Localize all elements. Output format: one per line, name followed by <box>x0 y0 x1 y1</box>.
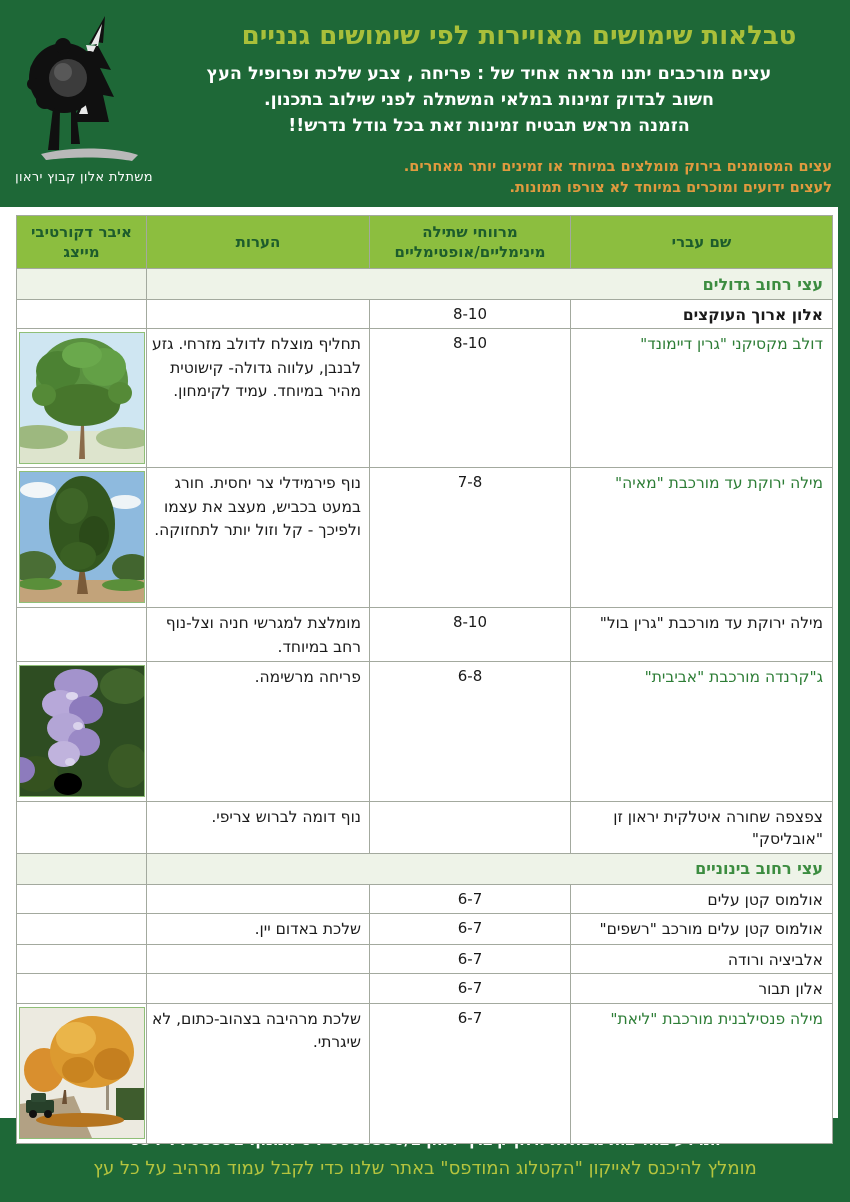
photo-cell <box>17 468 147 608</box>
notes-cell <box>147 884 370 913</box>
legend-note-2: לעצים ידועים ומוכרים במיוחד לא צורפו תמונות. <box>509 179 832 196</box>
col-header-hebrew-name: שם עברי <box>571 216 833 269</box>
page-edge-strip <box>838 0 850 1202</box>
trees-table <box>16 215 833 1144</box>
table-row <box>17 801 833 853</box>
spacing-value: 8-10 <box>370 329 571 468</box>
table-row <box>17 914 833 944</box>
col-header-notes: הערות <box>147 216 370 269</box>
footer-catalog-hint: מומלץ להיכנס לאייקון "הקטלוג המודפס" באתר שלנו כדי לקבל עמוד מרהיב על כל עץ <box>93 1158 757 1179</box>
notes-cell <box>147 974 370 1003</box>
tree-name: צפצפה שחורה איטלקית יראון זן "אובליסק" <box>571 801 833 853</box>
spacing-value: 6-7 <box>370 884 571 913</box>
spacing-value: 6-8 <box>370 661 571 801</box>
autumn-trees-photo <box>19 1007 145 1139</box>
table-row <box>17 608 833 662</box>
photo-cell-empty <box>17 801 147 853</box>
tree-name: אלון תבור <box>571 974 833 1003</box>
table-row <box>17 468 833 608</box>
spacing-value: 8-10 <box>370 608 571 662</box>
banner-line-1: עצים מורכבים יתנו מראה אחיד של : פריחה , צבע שלכת ופרופיל העץ <box>206 63 772 84</box>
tree-name: דולב מקסיקני "גרין דיימונד" <box>571 329 833 468</box>
table-row <box>17 300 833 329</box>
tree-name: מילה ירוקת עד מורכבת "גרין בול" <box>571 608 833 662</box>
spacing-value: 8-10 <box>370 300 571 329</box>
notes-cell: שלכת מרהיבה בצהוב-כתום, לא שיגרתי. <box>147 1003 370 1143</box>
table-row <box>17 1003 833 1143</box>
spacing-value: 6-7 <box>370 944 571 973</box>
spacing-value: 6-7 <box>370 914 571 944</box>
tree-logo-icon <box>19 8 149 166</box>
photo-cell-empty <box>17 608 147 662</box>
tree-name: אלביציה ורודה <box>571 944 833 973</box>
spacing-value: 6-7 <box>370 974 571 1003</box>
col-header-decorative-organ: איבר דקורטיבי מייצג <box>17 216 147 269</box>
col-header-spacing: מרווחי שתילה מינימליים/אופטימליים <box>370 216 571 269</box>
notes-cell: פריחה מרשימה. <box>147 661 370 801</box>
plane-tree-photo <box>19 332 145 464</box>
photo-cell-empty <box>17 914 147 944</box>
photo-cell <box>17 1003 147 1143</box>
banner-text-block <box>150 22 828 140</box>
table-row <box>17 974 833 1003</box>
notes-cell: נוף פירמידלי צר יחסית. חורג במעט בכביש, מעצב את עצמו ולפיכך - קל וזול יותר לתחזוקה. <box>147 468 370 608</box>
section-title: עצי רחוב גדולים <box>147 269 833 300</box>
page-title: טבלאות שימושים מאויירות לפי שימושים גנניים <box>241 21 797 51</box>
table-row <box>17 661 833 801</box>
banner-legend-notes <box>404 157 832 198</box>
tree-name: ג"קרנדה מורכבת "אביבית" <box>571 661 833 801</box>
notes-cell: תחליף מוצלח לדולב מזרחי. גזע לבנבן, עלווה גדולה- קישוטית מהיר במיוחד. עמיד לקימחון. <box>147 329 370 468</box>
table-header-row <box>17 216 833 269</box>
table-row <box>17 944 833 973</box>
tree-name: אולמוס קטן עלים מורכב "רשפים" <box>571 914 833 944</box>
photo-cell-empty <box>17 884 147 913</box>
notes-cell <box>147 944 370 973</box>
section-row-large-street-trees <box>17 269 833 300</box>
header-banner <box>0 0 850 207</box>
legend-note-1: עצים המסומנים בירוק מומלצים במיוחד או זמינים יותר מאחרים. <box>403 159 832 176</box>
notes-cell: נוף דומה לברוש צריפי. <box>147 801 370 853</box>
section-row-medium-street-trees <box>17 853 833 884</box>
photo-cell <box>17 661 147 801</box>
ash-tree-photo <box>19 471 145 603</box>
tree-name: מילה ירוקת עד מורכבת "מאיה" <box>571 468 833 608</box>
jacaranda-flowers-photo <box>19 665 145 797</box>
banner-line-2: חשוב לבדוק זמינות במלאי המשתלה לפני שילוב בתכנון. <box>263 90 715 111</box>
tree-name: אולמוס קטן עלים <box>571 884 833 913</box>
notes-cell <box>147 300 370 329</box>
photo-cell <box>17 329 147 468</box>
photo-cell-empty <box>17 300 147 329</box>
spacing-value: 6-7 <box>370 1003 571 1143</box>
notes-cell: שלכת באדום יין. <box>147 914 370 944</box>
table-row <box>17 884 833 913</box>
logo-caption: משתלת אלון קבוץ יראון <box>15 170 153 185</box>
notes-cell: מומלצת למגרשי חניה וצל-נוף רחב במיוחד. <box>147 608 370 662</box>
tree-name: מילה פנסילבנית מורכבת "ליאת" <box>571 1003 833 1143</box>
banner-line-3: הזמנה מראש תבטיח זמינות זאת בכל גודל נדרש!! <box>288 116 690 137</box>
spacing-value <box>370 801 571 853</box>
photo-cell-empty <box>17 944 147 973</box>
tree-name: אלון ארוך העוקצים <box>571 300 833 329</box>
nursery-logo <box>10 8 158 185</box>
table-row <box>17 329 833 468</box>
section-title: עצי רחוב בינוניים <box>147 853 833 884</box>
spacing-value: 7-8 <box>370 468 571 608</box>
photo-cell-empty <box>17 974 147 1003</box>
